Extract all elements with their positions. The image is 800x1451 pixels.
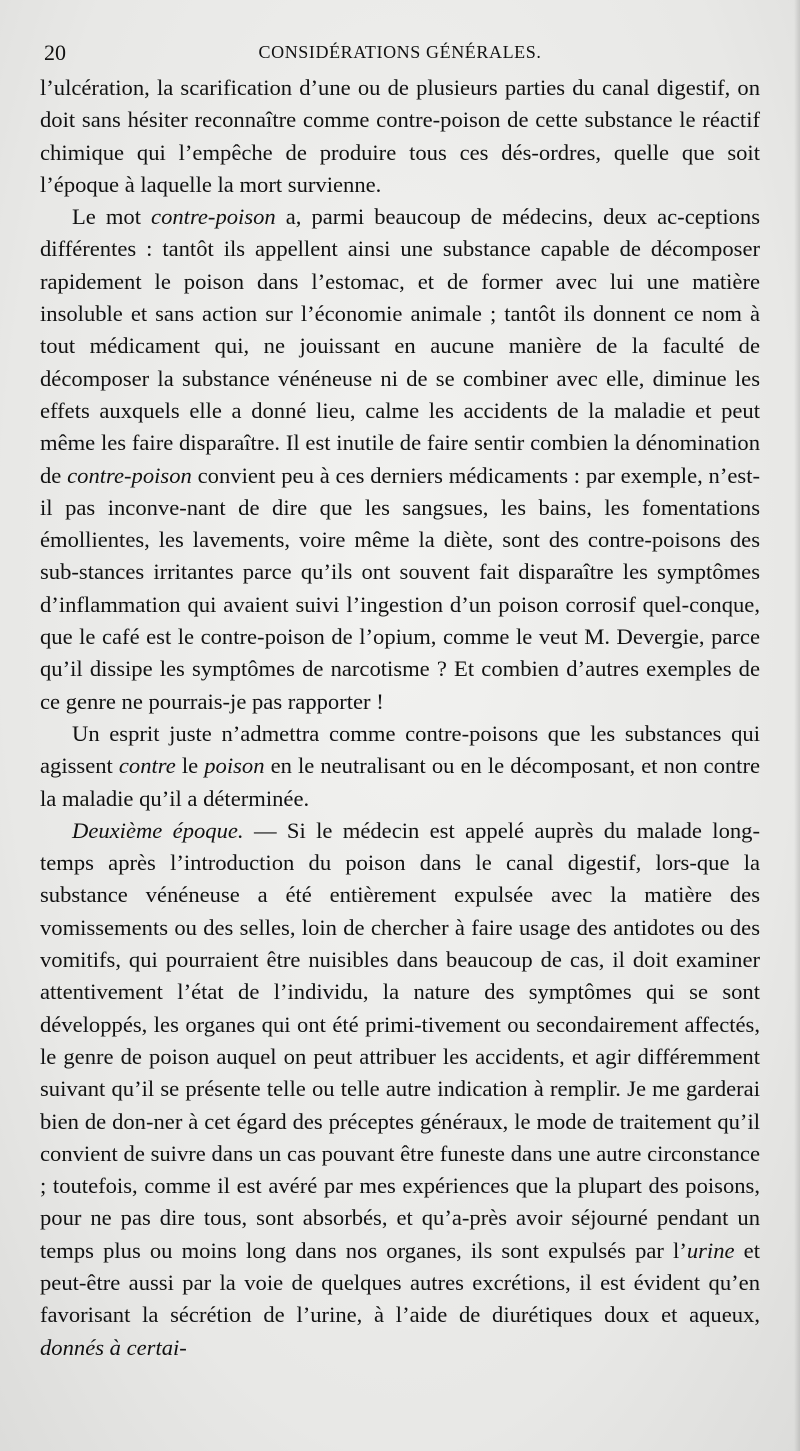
italic-text: contre-poison bbox=[151, 204, 276, 230]
italic-text: donnés à certai- bbox=[40, 1334, 187, 1360]
text-run: le bbox=[175, 753, 205, 779]
italic-text: urine bbox=[686, 1237, 735, 1263]
body-text bbox=[40, 72, 760, 1364]
text-run: convient peu à ces derniers médicaments : par exemple, n’est-il pas inconve-nant de dire que les sangsues, les bains, les fomentations émollientes, les lavements, voire même la diète, sont des contre-poisons des sub-stances irritantes parce qu’ils ont souvent fait disparaître les symptômes d’inflammation qui avaient suivi l’ingestion d’un poison corrosif quel-conque, que le café est le contre-poison de l’opium, comme le veut M. Devergie, parce qu’il dissipe les symptômes de narcotisme ? Et combien d’autres exemples de ce genre ne pourrais-je pas rapporter ! bbox=[40, 462, 761, 714]
text-run: a, parmi beaucoup de médecins, deux ac-ceptions différentes : tantôt ils appellent ainsi une substance capable de décomposer rapidement le poison dans l’estomac, et de former avec lui une matière insoluble et sans action sur l’économie animale ; tantôt ils donnent ce nom à tout médicament qui, ne jouissant en aucune manière de la faculté de décomposer la substance vénéneuse ni de se combiner avec elle, diminue les effets auxquels elle a donné lieu, calme les accidents de la maladie et peut même les faire disparaître. Il est inutile de faire sentir combien la dénomination de bbox=[40, 204, 760, 488]
italic-text: Deuxième époque. bbox=[72, 817, 244, 843]
page-edge-shadow bbox=[794, 0, 800, 1451]
paragraph-p4 bbox=[40, 815, 760, 1364]
paragraph-p3 bbox=[40, 718, 760, 815]
italic-text: poison bbox=[204, 753, 265, 779]
italic-text: contre bbox=[118, 753, 176, 779]
text-run: Un esprit juste n’admettra comme contre-poisons que les substances qui agissent bbox=[40, 720, 760, 779]
text-run: en le neutralisant ou en le décomposant, et non contre la maladie qu’il a déterminée. bbox=[40, 753, 761, 811]
running-head bbox=[40, 38, 760, 70]
italic-text: contre-poison bbox=[67, 462, 192, 488]
running-title: CONSIDÉRATIONS GÉNÉRALES. bbox=[258, 42, 542, 62]
text-run: et peut-être aussi par la voie de quelques autres excrétions, il est évident qu’en favorisant la sécrétion de l’urine, à l’aide de diurétiques doux et aqueux, bbox=[40, 1237, 760, 1328]
text-run: Le mot bbox=[72, 204, 152, 230]
text-run: — Si le médecin est appelé auprès du malade long-temps après l’introduction du poison dans le canal digestif, lors-que la substance vénéneuse a été entièrement expulsée avec la matière des vomissements ou des selles, loin de chercher à faire usage des antidotes ou des vomitifs, qui pourraient être nuisibles dans beaucoup de cas, il doit examiner attentivement l’état de l’individu, la nature des symptômes qui se sont développés, les organes qui ont été primi-tivement ou secondairement affectés, le genre de poison auquel on peut attribuer les accidents, et agir différemment suivant qu’il se présente telle ou telle autre indication à remplir. Je me garderai bien de don-ner à cet égard des préceptes généraux, le mode de traitement qu’il convient de suivre dans un cas pouvant être funeste dans une autre circonstance ; toutefois, comme il est avéré par mes expériences que la plupart des poisons, pour ne pas dire tous, sont absorbés, et qu’a-près avoir séjourné pendant un temps plus ou moins long dans nos organes, ils sont expulsés par l’ bbox=[40, 817, 760, 1263]
paragraph-p1 bbox=[40, 72, 760, 201]
page-number: 20 bbox=[44, 40, 66, 65]
text-run: l’ulcération, la scarification d’une ou de plusieurs parties du canal digestif, on doit sans hésiter reconnaître comme contre-poison de cette substance le réactif chimique qui l’empêche de produire tous ces dés-ordres, quelle que soit l’époque à laquelle la mort survienne. bbox=[40, 75, 760, 197]
paragraph-p2 bbox=[40, 201, 760, 718]
